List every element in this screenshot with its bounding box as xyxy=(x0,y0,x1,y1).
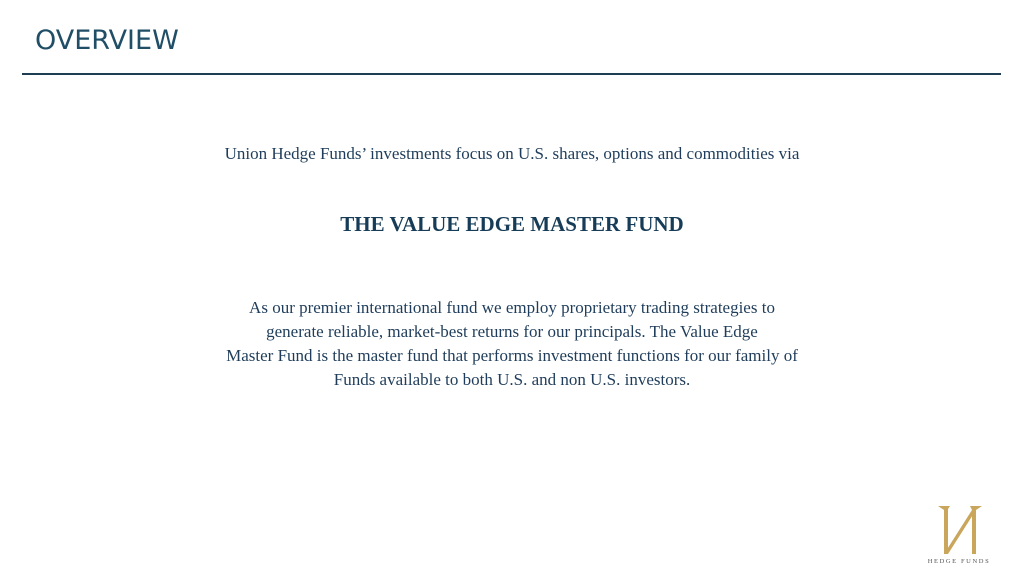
logo-mark-icon xyxy=(930,504,984,556)
fund-name-heading: THE VALUE EDGE MASTER FUND xyxy=(340,212,684,236)
description-line: Funds available to both U.S. and non U.S. investors. xyxy=(333,370,691,389)
description-line: Master Fund is the master fund that performs investment functions for our family of xyxy=(226,346,798,365)
intro-text: Union Hedge Funds’ investments focus on U.S. shares, options and commodities via xyxy=(224,144,800,163)
description-line: generate reliable, market-best returns for our principals. The Value Edge xyxy=(266,322,758,341)
fund-description xyxy=(172,296,852,392)
description-line: As our premier international fund we employ proprietary trading strategies to xyxy=(249,298,775,317)
page-title: OVERVIEW xyxy=(35,25,179,56)
company-logo xyxy=(922,504,996,568)
logo-text: HEDGE FUNDS xyxy=(927,558,991,565)
title-divider xyxy=(22,73,1001,75)
